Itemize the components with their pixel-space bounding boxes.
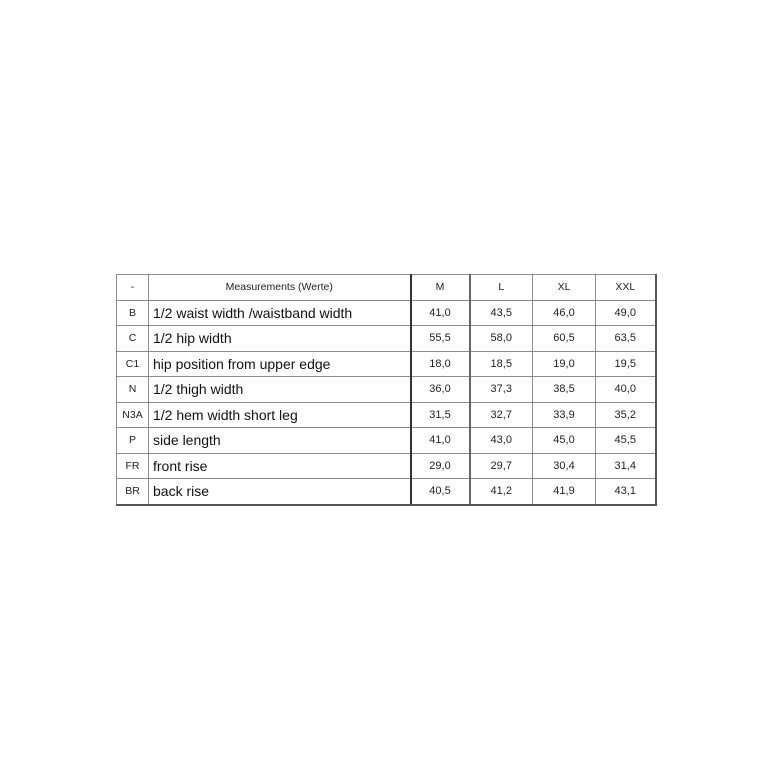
value-xxl: 49,0 (596, 300, 656, 326)
value-l: 41,2 (470, 479, 533, 505)
header-size-xl: XL (533, 275, 596, 301)
table-header-row (117, 275, 656, 301)
value-m: 41,0 (411, 300, 470, 326)
row-description: 1/2 thigh width (149, 377, 411, 403)
value-l: 32,7 (470, 402, 533, 428)
row-description: 1/2 hem width short leg (149, 402, 411, 428)
row-code: N (117, 377, 149, 403)
value-xl: 30,4 (533, 453, 596, 479)
value-m: 36,0 (411, 377, 470, 403)
value-l: 37,3 (470, 377, 533, 403)
value-xxl: 35,2 (596, 402, 656, 428)
value-xxl: 31,4 (596, 453, 656, 479)
value-xl: 19,0 (533, 351, 596, 377)
row-code: FR (117, 453, 149, 479)
row-code: P (117, 428, 149, 454)
value-l: 43,5 (470, 300, 533, 326)
row-description: side length (149, 428, 411, 454)
table-row (117, 326, 656, 352)
value-xl: 41,9 (533, 479, 596, 505)
row-code: B (117, 300, 149, 326)
value-xxl: 40,0 (596, 377, 656, 403)
value-m: 31,5 (411, 402, 470, 428)
value-xl: 45,0 (533, 428, 596, 454)
row-code: C1 (117, 351, 149, 377)
table-row (117, 479, 656, 505)
row-description: back rise (149, 479, 411, 505)
row-code: N3A (117, 402, 149, 428)
row-code: BR (117, 479, 149, 505)
value-xxl: 43,1 (596, 479, 656, 505)
row-description: 1/2 waist width /waistband width (149, 300, 411, 326)
value-xl: 33,9 (533, 402, 596, 428)
header-size-xxl: XXL (596, 275, 656, 301)
value-xxl: 19,5 (596, 351, 656, 377)
header-size-l: L (470, 275, 533, 301)
table-row (117, 428, 656, 454)
header-description: Measurements (Werte) (149, 275, 411, 301)
table-row (117, 377, 656, 403)
value-l: 58,0 (470, 326, 533, 352)
value-xl: 38,5 (533, 377, 596, 403)
value-xxl: 45,5 (596, 428, 656, 454)
value-m: 41,0 (411, 428, 470, 454)
value-l: 43,0 (470, 428, 533, 454)
value-m: 18,0 (411, 351, 470, 377)
value-xl: 60,5 (533, 326, 596, 352)
value-m: 40,5 (411, 479, 470, 505)
value-xxl: 63,5 (596, 326, 656, 352)
row-description: 1/2 hip width (149, 326, 411, 352)
table-row (117, 351, 656, 377)
table-row (117, 402, 656, 428)
header-size-m: M (411, 275, 470, 301)
value-m: 55,5 (411, 326, 470, 352)
value-l: 29,7 (470, 453, 533, 479)
value-l: 18,5 (470, 351, 533, 377)
value-xl: 46,0 (533, 300, 596, 326)
row-description: hip position from upper edge (149, 351, 411, 377)
value-m: 29,0 (411, 453, 470, 479)
size-chart-table (116, 274, 657, 506)
row-code: C (117, 326, 149, 352)
table-row (117, 300, 656, 326)
row-description: front rise (149, 453, 411, 479)
table-row (117, 453, 656, 479)
header-code: - (117, 275, 149, 301)
